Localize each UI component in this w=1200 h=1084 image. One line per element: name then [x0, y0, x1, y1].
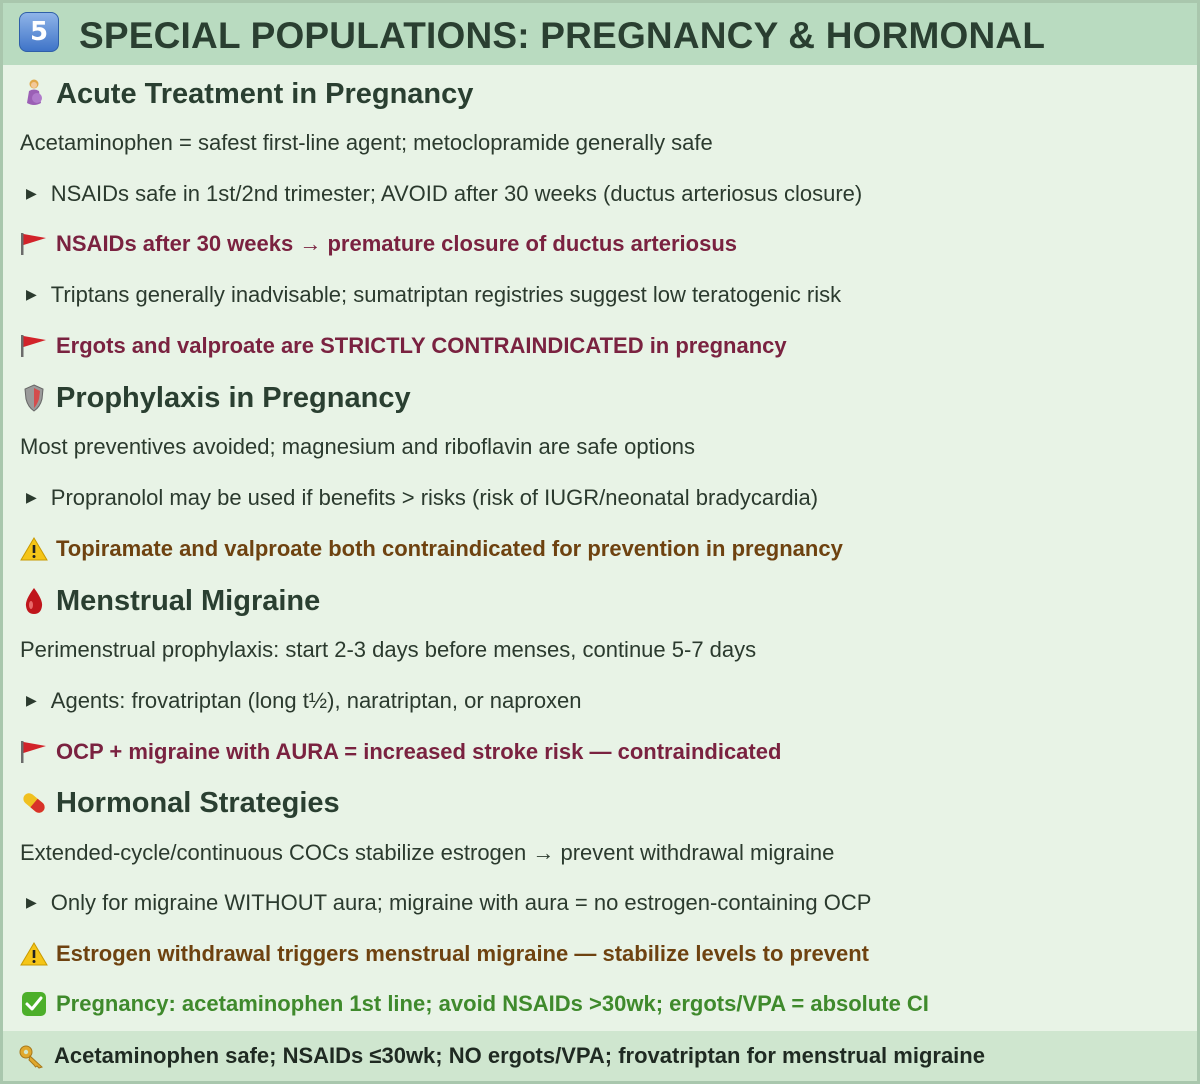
- bullet-item: [0, 279, 1200, 311]
- bullet-text: Agents: frovatriptan (long t½), naratriptan, or naproxen: [50, 688, 582, 713]
- red-flag-text: NSAIDs after 30 weeks → premature closure of ductus arteriosus: [56, 231, 738, 256]
- warning-item: [20, 938, 1200, 970]
- key-takeaway-row: [18, 1039, 1188, 1073]
- section-heading: Menstrual Migraine: [56, 584, 321, 617]
- header-banner: [3, 3, 1197, 65]
- key-takeaway-text: Acetaminophen safe; NSAIDs ≤30wk; NO ergots/VPA; frovatriptan for menstrual migraine: [54, 1043, 985, 1068]
- bullet-triangle-icon: ▶: [26, 287, 37, 303]
- section-heading: Hormonal Strategies: [56, 786, 340, 819]
- section-heading: Acute Treatment in Pregnancy: [56, 77, 474, 110]
- bullet-triangle-icon: ▶: [26, 186, 37, 202]
- summary-text: Pregnancy: acetaminophen 1st line; avoid NSAIDs >30wk; ergots/VPA = absolute CI: [56, 991, 929, 1016]
- red-flag-icon: [20, 738, 48, 766]
- intro-text: Acetaminophen = safest first-line agent; metoclopramide generally safe: [20, 130, 713, 155]
- key-takeaway-bar: [3, 1031, 1197, 1081]
- bullet-item: [0, 685, 1200, 717]
- warning-item: [20, 533, 1200, 565]
- red-flag-icon: [20, 230, 48, 258]
- section-title-prophylaxis: [20, 378, 1200, 418]
- section-intro: [20, 431, 1200, 463]
- section-title-hormonal: [20, 783, 1200, 823]
- bullet-item: [0, 178, 1200, 210]
- warning-text: Topiramate and valproate both contraindicated for prevention in pregnancy: [56, 536, 843, 561]
- number-five-badge: 5: [19, 12, 59, 52]
- blood-drop-icon: [20, 587, 48, 615]
- bullet-item: [0, 482, 1200, 514]
- red-flag-text: OCP + migraine with AURA = increased stroke risk — contraindicated: [56, 739, 782, 764]
- bullet-text: NSAIDs safe in 1st/2nd trimester; AVOID after 30 weeks (ductus arteriosus closure): [50, 181, 863, 206]
- red-flag-item: [20, 228, 1200, 260]
- summary-item: [20, 988, 1200, 1020]
- red-flag-text: Ergots and valproate are STRICTLY CONTRAINDICATED in pregnancy: [56, 333, 787, 358]
- check-mark-icon: [20, 990, 48, 1018]
- key-icon: [18, 1042, 46, 1070]
- section-intro: [20, 837, 1200, 869]
- shield-icon: [20, 384, 48, 412]
- pregnant-woman-icon: [20, 80, 48, 108]
- section-title-menstrual: [20, 581, 1200, 621]
- bullet-text: Only for migraine WITHOUT aura; migraine with aura = no estrogen-containing OCP: [50, 890, 872, 915]
- page-title: SPECIAL POPULATIONS: PREGNANCY & HORMONAL: [79, 15, 1046, 56]
- intro-text: Perimenstrual prophylaxis: start 2-3 days before menses, continue 5-7 days: [20, 637, 757, 662]
- bullet-triangle-icon: ▶: [26, 490, 37, 506]
- bullet-text: Triptans generally inadvisable; sumatriptan registries suggest low teratogenic risk: [50, 282, 842, 307]
- section-title-acute: [20, 74, 1200, 114]
- pill-icon: [20, 789, 48, 817]
- red-flag-item: [20, 330, 1200, 362]
- section-intro: [20, 127, 1200, 159]
- bullet-text: Propranolol may be used if benefits > risks (risk of IUGR/neonatal bradycardia): [50, 485, 819, 510]
- red-flag-icon: [20, 332, 48, 360]
- red-flag-item: [20, 736, 1200, 768]
- warning-icon: [20, 940, 48, 968]
- warning-icon: [20, 535, 48, 563]
- intro-text: Most preventives avoided; magnesium and riboflavin are safe options: [20, 434, 696, 459]
- bullet-item: [0, 887, 1200, 919]
- bullet-triangle-icon: ▶: [26, 895, 37, 911]
- bullet-triangle-icon: ▶: [26, 693, 37, 709]
- warning-text: Estrogen withdrawal triggers menstrual migraine — stabilize levels to prevent: [56, 941, 870, 966]
- intro-text: Extended-cycle/continuous COCs stabilize estrogen → prevent withdrawal migraine: [20, 840, 835, 865]
- section-intro: [20, 634, 1200, 666]
- section-heading: Prophylaxis in Pregnancy: [56, 381, 411, 414]
